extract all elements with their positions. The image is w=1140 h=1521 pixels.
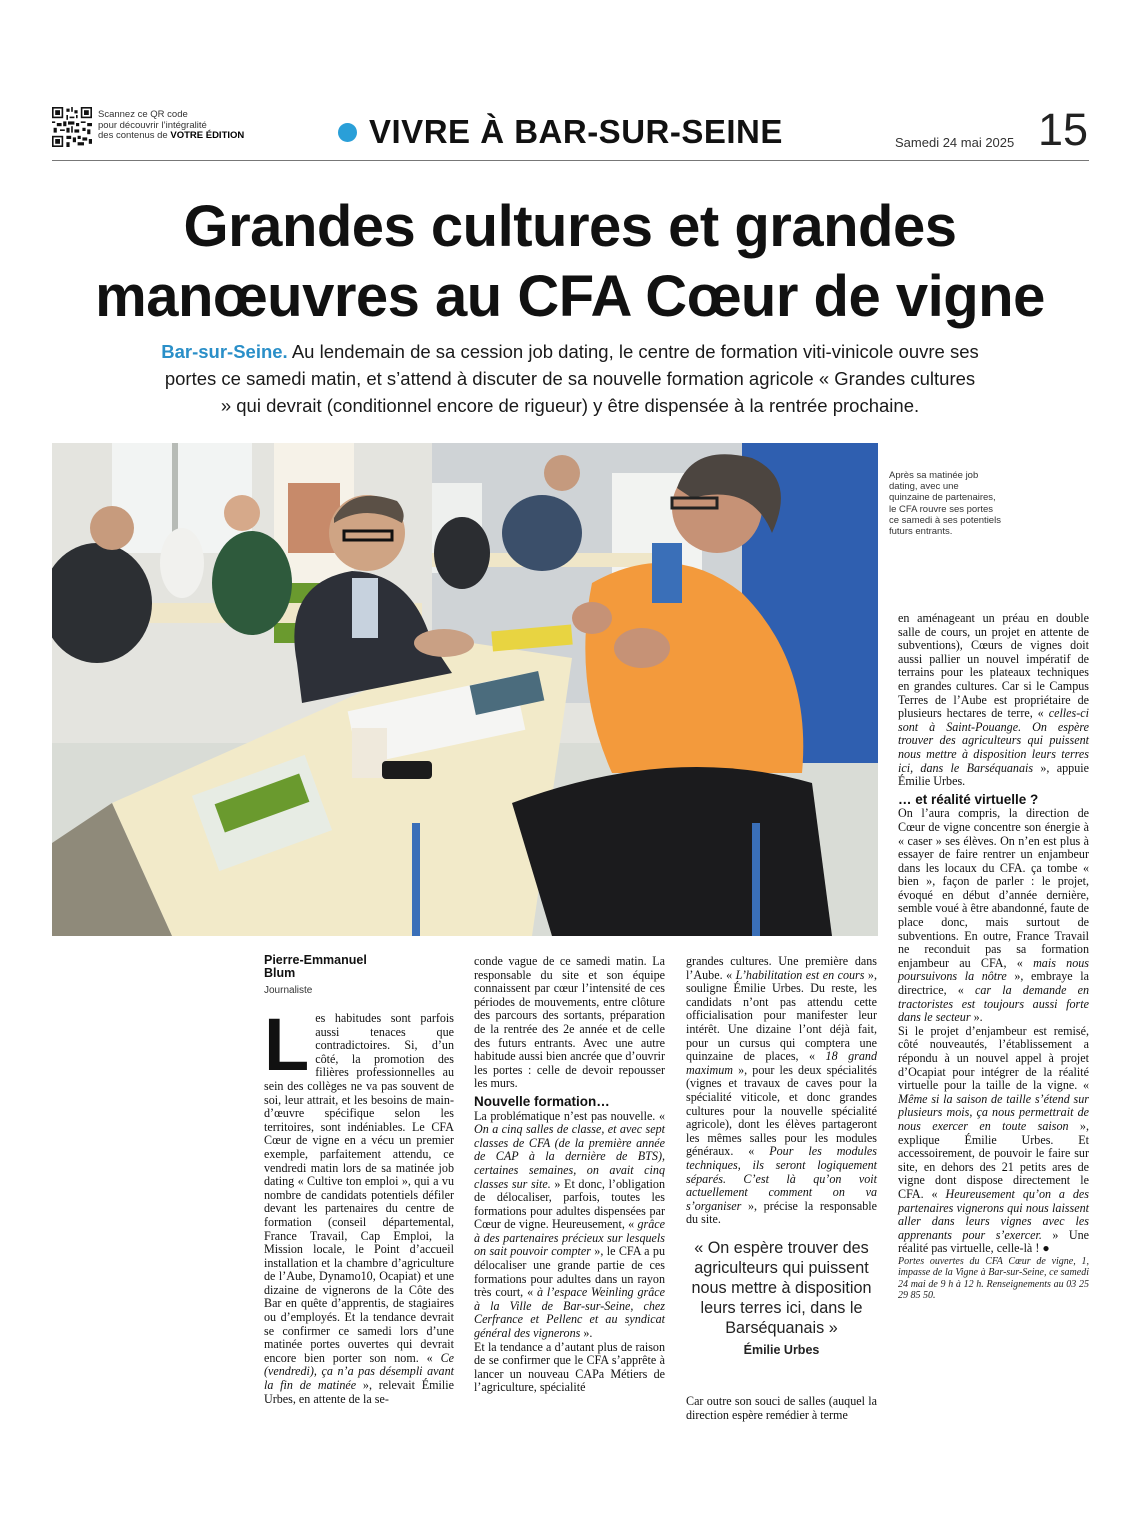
paragraph-text: grandes cultures. Une première dans l’Aube. « <box>686 954 877 982</box>
quote-italic: à l’espace Weinling grâce à la Ville de Bar-sur-Seine, chez Cerfrance et Pellenc et au syndicat général des vignerons <box>474 1285 666 1341</box>
practical-info: Portes ouvertes du CFA Cœur de vigne, 1, impasse de la Vigne à Bar-sur-Seine, ce samedi 24 mai de 9 h à 12 h. Renseignements au 03 25 29 85 50. <box>898 1255 1089 1302</box>
quote-italic: Même si la saison de taille s’étend sur plusieurs mois, ça nous permettrait de nous exercer en toute saison <box>898 1091 1089 1133</box>
quote-italic: Pour les modules techniques, ils seront logiquement séparés. C’est là qu’on voit actuellement comment on va s’organiser <box>686 1144 878 1213</box>
article-column-3 <box>686 955 877 1227</box>
photo-caption: Après sa matinée job dating, avec une quinzaine de partenaires, le CFA rouvre ses portes ce samedi à ses potentiels futurs entrants. <box>889 470 1001 538</box>
paragraph <box>898 1025 1089 1256</box>
header-rule <box>52 160 1089 161</box>
paragraph <box>686 955 877 1227</box>
author-first-name: Pierre-Emmanuel <box>264 953 367 967</box>
qr-code-icon[interactable] <box>52 107 92 147</box>
quote-italic: celles-ci sont à Saint-Pouange. On espère trouver des agriculteurs qui puissent nous mettre à disposition leurs terres ici, dans le Barséquanais <box>898 706 1089 775</box>
paragraph <box>474 1110 665 1341</box>
paragraph <box>898 612 1089 789</box>
quote-italic: On a cinq salles de classe, et avec sept classes de CFA (de la première année de CAP à la dernière de BTS), certaines semaines, on avait cinq classes sur site. <box>474 1122 665 1191</box>
paragraph-text: », relevait Émilie Urbes, en attente de la se- <box>264 1378 454 1406</box>
qr-brand: VOTRE ÉDITION <box>170 130 245 141</box>
quote-italic: Ce (vendredi), ça n’a pas désempli avant la fin de matinée <box>264 1350 454 1393</box>
page-number: 15 <box>1038 104 1089 155</box>
article-column-4 <box>898 612 1089 1302</box>
article-column-1 <box>264 1003 454 1406</box>
bullet-dot-icon <box>338 123 357 142</box>
rubric-label: VIVRE À BAR-SUR-SEINE <box>369 113 783 150</box>
subheading: Nouvelle formation… <box>474 1093 610 1109</box>
paragraph-text: », appuie Émilie Urbes. <box>898 760 1089 789</box>
paragraph: conde vague de ce samedi matin. La responsable du site et son équipe connaissent par cœur l’intensité de ces périodes de mouvements, entre clôture des parcours des sortants, préparation de la rentrée des 2e année et de celle des futurs entrants. Avec une autre habitude aussi bien ancrée que d’ouvrir les portes : celle de devoir repousser les murs. <box>474 954 665 1091</box>
paragraph-text: On l’aura compris, la direction de Cœur de vigne concentre son énergie à « caser » ses élèves. On n’en est plus à essayer de faire rentrer un enjambeur dans les locaux du CFA. ça tombe « bien », façon de parler : le projet, évoqué en début d’année dernière, semble voué à être abandonné, faute de place donc, mais surtout de subventions. En outre, France Travail ne reconduit pas sa formation enjambeur au CFA, « <box>898 806 1089 970</box>
paragraph-text: Si le projet d’enjambeur est remisé, côté nouveautés, l’établissement a répondu à un nouvel appel à projet d’Ocapiat pour intégrer de la réalité virtuelle pour la taille de la vigne. « <box>898 1023 1089 1093</box>
paragraph-text: » Et donc, l’obligation de délocaliser, parfois, toutes les formations pour adultes dispensées par Cœur de vigne. Heureusement, « <box>474 1176 665 1232</box>
paragraph <box>264 1003 454 1406</box>
byline <box>264 954 454 996</box>
paragraph <box>898 807 1089 1025</box>
author-last-name: Blum <box>264 966 296 980</box>
issue-date: Samedi 24 mai 2025 <box>895 135 1015 150</box>
subheading: … et réalité virtuelle ? <box>898 791 1039 807</box>
quote-italic: car la demande en tractoristes est toujours aussi forte dans le secteur <box>898 983 1089 1025</box>
quote-italic: Heureusement qu’on a des partenaires vignerons qui nous laissent aller dans leurs vignes avec les apprenants pour s’exercer. <box>898 1186 1090 1242</box>
lead-paragraph <box>160 338 980 419</box>
quote-italic: grâce à des partenaires précieux sur lesquels on sait pouvoir compter <box>474 1217 665 1259</box>
paragraph-text: » Une réalité pas virtuelle, celle-là ! ● <box>898 1227 1089 1256</box>
qr-caption <box>98 110 258 142</box>
paragraph-text: », souligne Émilie Urbes. Du reste, les candidats n’ont pas attendu cette officialisation pour manifester leur intérêt. Une dizaine l’ont déjà fait, pour un cursus qui comptera une quinzaine de places, « <box>686 967 878 1064</box>
article-column-3-end <box>686 1395 877 1422</box>
headline <box>40 192 1100 332</box>
quote-italic: mais nous poursuivons la nôtre <box>898 955 1090 984</box>
article-column-2 <box>474 955 665 1395</box>
article-photo <box>52 443 878 936</box>
pull-quote-author: Émilie Urbes <box>743 1343 820 1357</box>
pull-quote-text: « On espère trouver des agriculteurs qui puissent nous mettre à disposition leurs terres ici, dans le Barséquanais » <box>691 1239 872 1337</box>
paragraph-text: », pour les deux spécialités (vignes et travaux de caves pour la spécialité viticole, et donc grandes cultures pour la nouvelle spécialité agricole), dont les élèves partageront les mêmes salles pour les modules généraux. « <box>686 1062 877 1159</box>
qr-caption-line: Scannez ce QR code <box>98 109 188 120</box>
paragraph-text: », explique Émilie Urbes. Et accessoirement, de pouvoir le faire sur site, en dehors des 21 petits ares de vigne dont dispose directement le CFA. « <box>898 1118 1089 1201</box>
qr-caption-text: des contenus de <box>98 130 168 141</box>
paragraph-text: es habitudes sont parfois aussi tenaces que contradictoires. Si, d’un côté, la promotion des filières professionnelles au sein des collèges ne va pas souvent de soi, leur attrait, et les besoins de main-d’œuvre spécifique selon les territoires, sont indéniables. Le CFA Cœur de vigne en a vécu un premier exemple, parfaitement attendu, ce vendredi matin lors de sa matinée job dating « Cultive ton emploi », qui a vu nombre de candidats potentiels défiler devant les partenaires du centre de formation (conseil départemental, France Travail, Cap Emploi, la Mission locale, le Point d’accueil installation et la chambre d’agriculture de l’Aube, Dynamo10, Ocapiat) et une dizaine de vignerons de la Côte des Bar en quête d’apprentis, de stagiaires ou d’employés. Et la tendance devrait se confirmer ce samedi lors d’une matinée portes ouvertes qui devrait encore bien porter son nom. « <box>264 1011 454 1365</box>
lead-text: Au lendemain de sa cession job dating, le centre de formation viti-vinicole ouvre ses portes ce samedi matin, et s’attend à discuter de sa nouvelle formation agricole « Grandes cultures » qui devrait (conditionnel encore de rigueur) y être dispensée à la rentrée prochaine. <box>164 341 979 416</box>
paragraph-text: », le CFA a pu délocaliser une grande partie de ces formations pour adultes dans un rayon très court, « <box>474 1244 666 1300</box>
paragraph-text: La problématique n’est pas nouvelle. « <box>474 1108 665 1123</box>
qr-caption-line: pour découvrir l’intégralité <box>98 119 207 131</box>
paragraph-text: », précise la responsable du site. <box>686 1198 877 1227</box>
quote-italic: L’habilitation est en cours <box>735 967 865 982</box>
lead-city: Bar-sur-Seine. <box>161 341 288 362</box>
paragraph: Et la tendance a d’autant plus de raison de se confirmer que le CFA s’apprête à lancer un nouveau CAPa Métiers de l’agriculture, spécialité <box>474 1339 665 1395</box>
paragraph: Car outre son souci de salles (auquel la direction espère remédier à terme <box>686 1394 877 1422</box>
paragraph-text: en aménageant un préau en double salle de cours, un projet en attente de subventions), Cœurs de vignes doit aussi pallier un nouvel impératif de terrains pour les plateaux techniques en grandes cultures. Car si le Campus Terres de l’Aube est propriétaire de plusieurs hectares de terre, « <box>898 611 1089 721</box>
paragraph-text: », embraye la directrice, « <box>898 969 1089 998</box>
qr-caption-line <box>98 131 258 142</box>
author-role: Journaliste <box>264 985 313 996</box>
paragraph-text: ». <box>580 1326 593 1341</box>
headline-line: manœuvres au CFA Cœur de vigne <box>95 264 1045 329</box>
pull-quote <box>686 1238 877 1360</box>
headline-line: Grandes cultures et grandes <box>183 194 957 259</box>
quote-italic: 18 grand maximum <box>686 1049 877 1077</box>
section-rubric <box>338 113 783 151</box>
drop-cap: L <box>264 1003 310 1086</box>
paragraph-text: ». <box>970 1010 983 1025</box>
